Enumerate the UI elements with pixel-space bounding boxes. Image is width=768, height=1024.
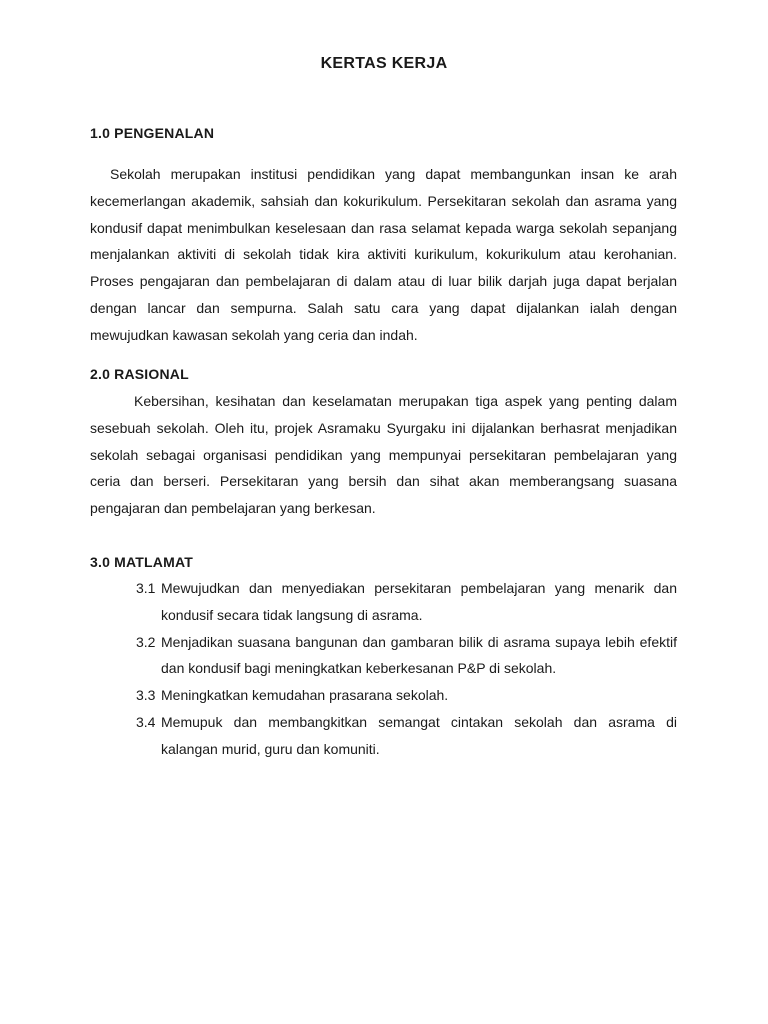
list-item [136, 629, 677, 683]
list-item-number: 3.1 [136, 580, 156, 596]
section-heading-pengenalan: 1.0 PENGENALAN [90, 125, 215, 141]
list-item-number: 3.3 [136, 687, 156, 704]
list-item [136, 682, 677, 709]
section-heading-rasional: 2.0 RASIONAL [90, 366, 189, 382]
list-item-number: 3.4 [136, 713, 156, 730]
list-item-text: Mewujudkan dan menyediakan persekitaran pembelajaran yang menarik dan kondusif secara tidak langsung di asrama. [161, 580, 677, 623]
list-item-text: Memupuk dan membangkitkan semangat cintakan sekolah dan asrama di kalangan murid, guru dan komuniti. [161, 713, 677, 757]
list-item-text: Menjadikan suasana bangunan dan gambaran bilik di asrama supaya lebih efektif dan kondusif bagi meningkatkan keberkesanan P&P di sekolah. [161, 633, 677, 677]
paragraph-pengenalan: Sekolah merupakan institusi pendidikan yang dapat membangunkan insan ke arah kecemerlangan akademik, sahsiah dan kokurikulum. Persekitaran sekolah dan asrama yang kondusif dapat menimbulkan keselesaan dan rasa selamat kepada warga sekolah sepanjang menjalankan aktiviti di sekolah tidak kira aktiviti kurikulum, kokurikulum atau kerohanian. Proses pengajaran dan pembelajaran di dalam atau di luar bilik darjah juga dapat berjalan dengan lancar dan sempurna. Salah satu cara yang dapat dijalankan ialah dengan mewujudkan kawasan sekolah yang ceria dan indah. [90, 166, 677, 343]
matlamat-list [136, 575, 677, 763]
list-item [136, 709, 677, 763]
list-item-number: 3.2 [136, 633, 156, 650]
section-heading-matlamat: 3.0 MATLAMAT [90, 554, 193, 570]
list-item [136, 575, 677, 629]
paragraph-rasional: Kebersihan, kesihatan dan keselamatan merupakan tiga aspek yang penting dalam sesebuah sekolah. Oleh itu, projek Asramaku Syurgaku ini dijalankan berhasrat menjadikan sekolah sebagai organisasi pendidikan yang mempunyai persekitaran pembelajaran yang ceria dan berseri. Persekitaran yang bersih dan sihat akan memberangsang suasana pengajaran dan pembelajaran yang berkesan. [90, 393, 677, 517]
document-title: KERTAS KERJA [320, 55, 448, 72]
list-item-text: Meningkatkan kemudahan prasarana sekolah. [161, 687, 449, 704]
